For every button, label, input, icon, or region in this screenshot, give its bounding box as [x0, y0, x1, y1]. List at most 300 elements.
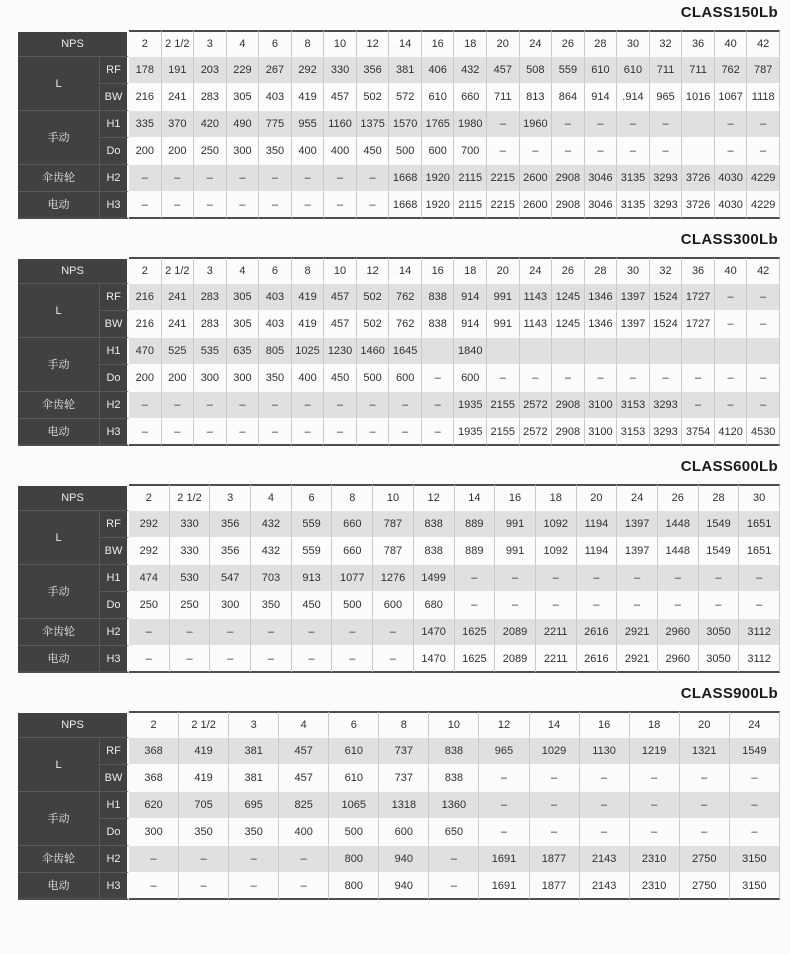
value-cell: 2616 — [577, 619, 618, 646]
value-cell: 2616 — [577, 646, 618, 673]
value-cell: 1960 — [520, 111, 553, 138]
value-cell: – — [194, 165, 227, 192]
value-cell: 3726 — [682, 165, 715, 192]
value-cell: 965 — [479, 738, 529, 765]
value-cell: 2908 — [552, 165, 585, 192]
value-cell: 703 — [251, 565, 292, 592]
value-cell: 2960 — [658, 646, 699, 673]
value-cell: 805 — [259, 338, 292, 365]
value-cell: – — [552, 138, 585, 165]
nps-size-header: 6 — [329, 711, 379, 738]
value-cell: 457 — [487, 57, 520, 84]
value-cell: 305 — [227, 84, 260, 111]
value-cell: – — [292, 192, 325, 219]
value-cell: 1727 — [682, 311, 715, 338]
value-cell: 838 — [414, 511, 455, 538]
row-sub-label: H2 — [100, 165, 129, 192]
nps-size-header: 4 — [279, 711, 329, 738]
value-cell: 400 — [324, 138, 357, 165]
row-sub-label: H2 — [100, 619, 129, 646]
row-group-label: 伞齿轮 — [18, 846, 100, 873]
nps-size-header: 14 — [530, 711, 580, 738]
class150-block — [18, 0, 780, 219]
nps-corner-label: NPS — [18, 257, 129, 284]
value-cell: 400 — [292, 365, 325, 392]
value-cell: 400 — [292, 138, 325, 165]
value-cell: 3112 — [739, 619, 780, 646]
data-row — [18, 565, 780, 592]
value-cell: – — [357, 419, 390, 446]
data-row — [18, 57, 780, 84]
value-cell: 432 — [251, 511, 292, 538]
value-cell: 350 — [251, 592, 292, 619]
value-cell: – — [699, 565, 740, 592]
value-cell: – — [577, 592, 618, 619]
value-cell: – — [520, 365, 553, 392]
row-group-label: 伞齿轮 — [18, 392, 100, 419]
value-cell: – — [422, 419, 455, 446]
value-cell: 1318 — [379, 792, 429, 819]
value-cell: 419 — [292, 284, 325, 311]
value-cell: – — [739, 592, 780, 619]
value-cell: 283 — [194, 284, 227, 311]
value-cell: 2572 — [520, 392, 553, 419]
value-cell: – — [630, 792, 680, 819]
row-group-label: L — [18, 738, 100, 792]
row-sub-label: H1 — [100, 565, 129, 592]
value-cell: – — [194, 192, 227, 219]
value-cell: 419 — [292, 84, 325, 111]
value-cell: 1194 — [577, 511, 618, 538]
data-row — [18, 84, 780, 111]
value-cell: – — [324, 165, 357, 192]
nps-size-header: 12 — [414, 484, 455, 511]
value-cell: 1980 — [454, 111, 487, 138]
value-cell: – — [373, 646, 414, 673]
data-row — [18, 765, 780, 792]
value-cell: 1025 — [292, 338, 325, 365]
value-cell: 457 — [279, 765, 329, 792]
row-sub-label: BW — [100, 84, 129, 111]
nps-header-row — [18, 257, 780, 284]
nps-size-header: 12 — [357, 257, 390, 284]
value-cell: 1570 — [389, 111, 422, 138]
value-cell: – — [357, 392, 390, 419]
nps-size-header: 24 — [730, 711, 780, 738]
value-cell: 381 — [229, 738, 279, 765]
row-group-label: 手动 — [18, 792, 100, 846]
nps-size-header: 2 — [129, 711, 179, 738]
nps-size-header: 6 — [259, 30, 292, 57]
nps-size-header: 6 — [259, 257, 292, 284]
nps-size-header: 2 1/2 — [162, 30, 195, 57]
value-cell: 335 — [129, 111, 162, 138]
value-cell: 825 — [279, 792, 329, 819]
value-cell: 191 — [162, 57, 195, 84]
value-cell: – — [259, 192, 292, 219]
value-cell: 1549 — [699, 511, 740, 538]
value-cell: 300 — [194, 365, 227, 392]
value-cell: – — [129, 646, 170, 673]
value-cell: 1397 — [617, 538, 658, 565]
value-cell: 838 — [422, 284, 455, 311]
value-cell: 1448 — [658, 538, 699, 565]
nps-size-header: 20 — [680, 711, 730, 738]
value-cell: 2600 — [520, 192, 553, 219]
data-row — [18, 873, 780, 900]
nps-size-header: 40 — [715, 30, 748, 57]
value-cell: 1470 — [414, 646, 455, 673]
value-cell: – — [520, 138, 553, 165]
row-group-label: 手动 — [18, 338, 100, 392]
value-cell: – — [682, 392, 715, 419]
row-sub-label: RF — [100, 738, 129, 765]
value-cell: 457 — [324, 311, 357, 338]
value-cell: – — [227, 419, 260, 446]
nps-size-header: 10 — [324, 257, 357, 284]
value-cell: 1143 — [520, 284, 553, 311]
value-cell: 1092 — [536, 511, 577, 538]
value-cell: – — [162, 165, 195, 192]
value-cell: – — [251, 619, 292, 646]
nps-size-header: 10 — [324, 30, 357, 57]
row-sub-label: Do — [100, 365, 129, 392]
nps-size-header: 32 — [650, 30, 683, 57]
value-cell: 1397 — [617, 311, 650, 338]
nps-size-header: 14 — [389, 257, 422, 284]
row-group-label: 电动 — [18, 646, 100, 673]
value-cell — [520, 338, 553, 365]
nps-size-header: 18 — [536, 484, 577, 511]
value-cell: 450 — [324, 365, 357, 392]
value-cell: 914 — [454, 284, 487, 311]
value-cell: 419 — [292, 311, 325, 338]
value-cell: 991 — [487, 311, 520, 338]
value-cell: – — [455, 565, 496, 592]
value-cell: 2155 — [487, 419, 520, 446]
nps-size-header: 3 — [210, 484, 251, 511]
value-cell: 178 — [129, 57, 162, 84]
value-cell: 305 — [227, 284, 260, 311]
value-cell: – — [552, 111, 585, 138]
value-cell: 1668 — [389, 192, 422, 219]
value-cell: 762 — [389, 311, 422, 338]
value-cell: 600 — [379, 819, 429, 846]
value-cell: 1877 — [530, 846, 580, 873]
value-cell: 787 — [747, 57, 780, 84]
value-cell: 3153 — [617, 419, 650, 446]
value-cell: 490 — [227, 111, 260, 138]
value-cell: 2115 — [454, 192, 487, 219]
value-cell: 292 — [129, 511, 170, 538]
value-cell: 3293 — [650, 419, 683, 446]
value-cell: 1397 — [617, 511, 658, 538]
nps-size-header: 16 — [495, 484, 536, 511]
nps-size-header: 24 — [520, 257, 553, 284]
spec-table-class300 — [18, 257, 780, 446]
value-cell: 419 — [179, 738, 229, 765]
row-sub-label: H2 — [100, 392, 129, 419]
row-sub-label: H3 — [100, 192, 129, 219]
value-cell: 762 — [389, 284, 422, 311]
row-sub-label: H3 — [100, 646, 129, 673]
value-cell: – — [357, 165, 390, 192]
value-cell: 813 — [520, 84, 553, 111]
data-row — [18, 392, 780, 419]
value-cell: 474 — [129, 565, 170, 592]
value-cell: – — [194, 392, 227, 419]
row-sub-label: RF — [100, 511, 129, 538]
data-row — [18, 819, 780, 846]
value-cell: 508 — [520, 57, 553, 84]
value-cell: – — [229, 873, 279, 900]
row-sub-label: Do — [100, 819, 129, 846]
value-cell: 1524 — [650, 284, 683, 311]
value-cell: 4229 — [747, 165, 780, 192]
value-cell: – — [227, 192, 260, 219]
value-cell: 229 — [227, 57, 260, 84]
data-row — [18, 338, 780, 365]
value-cell: – — [585, 365, 618, 392]
value-cell: 368 — [129, 738, 179, 765]
value-cell: 800 — [329, 846, 379, 873]
table-title: CLASS300Lb — [680, 231, 778, 248]
value-cell: – — [530, 819, 580, 846]
value-cell: 1143 — [520, 311, 553, 338]
value-cell: 737 — [379, 738, 429, 765]
value-cell: 2115 — [454, 165, 487, 192]
data-row — [18, 192, 780, 219]
value-cell: 620 — [129, 792, 179, 819]
value-cell: 610 — [617, 57, 650, 84]
value-cell: – — [630, 819, 680, 846]
value-cell: – — [530, 792, 580, 819]
value-cell: 2155 — [487, 392, 520, 419]
value-cell: 457 — [324, 84, 357, 111]
nps-size-header: 12 — [479, 711, 529, 738]
nps-size-header: 28 — [585, 257, 618, 284]
data-row — [18, 592, 780, 619]
value-cell: 838 — [414, 538, 455, 565]
data-row — [18, 511, 780, 538]
value-cell: 1092 — [536, 538, 577, 565]
value-cell: 368 — [129, 765, 179, 792]
value-cell: – — [170, 619, 211, 646]
value-cell: 838 — [429, 738, 479, 765]
value-cell: 2215 — [487, 192, 520, 219]
value-cell: 330 — [170, 538, 211, 565]
row-sub-label: H3 — [100, 419, 129, 446]
value-cell: – — [292, 419, 325, 446]
nps-size-header: 42 — [747, 30, 780, 57]
value-cell: 1668 — [389, 165, 422, 192]
nps-size-header: 2 — [129, 484, 170, 511]
value-cell: 559 — [552, 57, 585, 84]
value-cell: 1245 — [552, 311, 585, 338]
nps-corner-label: NPS — [18, 30, 129, 57]
value-cell: 3100 — [585, 392, 618, 419]
value-cell: 3050 — [699, 646, 740, 673]
value-cell: 1118 — [747, 84, 780, 111]
value-cell: 283 — [194, 84, 227, 111]
value-cell: 2143 — [580, 873, 630, 900]
value-cell: 500 — [389, 138, 422, 165]
value-cell: – — [324, 192, 357, 219]
value-cell: 1877 — [530, 873, 580, 900]
value-cell: 711 — [487, 84, 520, 111]
value-cell: 1651 — [739, 538, 780, 565]
value-cell: – — [552, 365, 585, 392]
value-cell — [715, 338, 748, 365]
value-cell: 403 — [259, 84, 292, 111]
value-cell: 2960 — [658, 619, 699, 646]
value-cell: – — [162, 192, 195, 219]
nps-size-header: 8 — [379, 711, 429, 738]
value-cell: 300 — [227, 365, 260, 392]
data-row — [18, 619, 780, 646]
value-cell: 610 — [585, 57, 618, 84]
value-cell: – — [747, 365, 780, 392]
class900-block — [18, 673, 780, 900]
value-cell — [552, 338, 585, 365]
value-cell — [422, 338, 455, 365]
value-cell: 559 — [292, 511, 333, 538]
value-cell: 250 — [194, 138, 227, 165]
value-cell — [617, 338, 650, 365]
value-cell: – — [715, 392, 748, 419]
value-cell: – — [715, 311, 748, 338]
value-cell: 241 — [162, 311, 195, 338]
value-cell: 300 — [129, 819, 179, 846]
value-cell: 241 — [162, 84, 195, 111]
value-cell: – — [585, 111, 618, 138]
value-cell: 4120 — [715, 419, 748, 446]
value-cell: – — [487, 111, 520, 138]
value-cell: – — [129, 192, 162, 219]
value-cell: – — [617, 111, 650, 138]
value-cell: – — [715, 111, 748, 138]
value-cell: 502 — [357, 284, 390, 311]
nps-size-header: 3 — [229, 711, 279, 738]
value-cell: – — [617, 592, 658, 619]
row-group-label: L — [18, 284, 100, 338]
value-cell: – — [715, 284, 748, 311]
row-sub-label: BW — [100, 311, 129, 338]
value-cell: 350 — [179, 819, 229, 846]
value-cell: 2215 — [487, 165, 520, 192]
value-cell: 2572 — [520, 419, 553, 446]
value-cell: 3050 — [699, 619, 740, 646]
value-cell: 1920 — [422, 165, 455, 192]
nps-size-header: 14 — [455, 484, 496, 511]
value-cell: 535 — [194, 338, 227, 365]
value-cell: – — [715, 138, 748, 165]
value-cell: 1645 — [389, 338, 422, 365]
value-cell: 1920 — [422, 192, 455, 219]
value-cell: 1245 — [552, 284, 585, 311]
value-cell: 1625 — [455, 646, 496, 673]
value-cell: 1499 — [414, 565, 455, 592]
value-cell: 787 — [373, 511, 414, 538]
nps-size-header: 10 — [373, 484, 414, 511]
row-sub-label: RF — [100, 57, 129, 84]
value-cell: – — [747, 311, 780, 338]
value-cell — [585, 338, 618, 365]
value-cell: 4530 — [747, 419, 780, 446]
value-cell: 1524 — [650, 311, 683, 338]
nps-size-header: 26 — [552, 30, 585, 57]
nps-size-header: 24 — [617, 484, 658, 511]
nps-size-header: 30 — [617, 30, 650, 57]
value-cell — [487, 338, 520, 365]
value-cell: 330 — [170, 511, 211, 538]
value-cell: 500 — [329, 819, 379, 846]
nps-size-header: 16 — [422, 30, 455, 57]
nps-size-header: 3 — [194, 257, 227, 284]
value-cell: – — [292, 646, 333, 673]
spec-table-class900 — [18, 711, 780, 900]
value-cell: 3153 — [617, 392, 650, 419]
value-cell: – — [580, 765, 630, 792]
value-cell: 470 — [129, 338, 162, 365]
value-cell: 216 — [129, 311, 162, 338]
value-cell: 3100 — [585, 419, 618, 446]
data-row — [18, 738, 780, 765]
nps-size-header: 3 — [194, 30, 227, 57]
value-cell: – — [332, 619, 373, 646]
data-row — [18, 365, 780, 392]
value-cell: 991 — [495, 511, 536, 538]
value-cell — [682, 138, 715, 165]
value-cell: 216 — [129, 284, 162, 311]
value-cell: – — [332, 646, 373, 673]
value-cell: 889 — [455, 538, 496, 565]
nps-size-header: 12 — [357, 30, 390, 57]
value-cell: – — [389, 392, 422, 419]
value-cell: 547 — [210, 565, 251, 592]
data-row — [18, 538, 780, 565]
value-cell: – — [292, 165, 325, 192]
nps-size-header: 42 — [747, 257, 780, 284]
value-cell: 432 — [251, 538, 292, 565]
value-cell: 250 — [129, 592, 170, 619]
nps-size-header: 26 — [658, 484, 699, 511]
value-cell: 737 — [379, 765, 429, 792]
value-cell: – — [580, 819, 630, 846]
data-row — [18, 646, 780, 673]
value-cell: 940 — [379, 846, 429, 873]
nps-size-header: 28 — [585, 30, 618, 57]
row-sub-label: H1 — [100, 792, 129, 819]
value-cell: 940 — [379, 873, 429, 900]
value-cell: 1691 — [479, 846, 529, 873]
value-cell: – — [617, 565, 658, 592]
value-cell: 2750 — [680, 873, 730, 900]
value-cell: 1460 — [357, 338, 390, 365]
value-cell: 530 — [170, 565, 211, 592]
nps-header-row — [18, 484, 780, 511]
nps-corner-label: NPS — [18, 711, 129, 738]
nps-size-header: 36 — [682, 30, 715, 57]
value-cell: 572 — [389, 84, 422, 111]
value-cell: – — [129, 873, 179, 900]
nps-size-header: 26 — [552, 257, 585, 284]
value-cell: 200 — [129, 138, 162, 165]
value-cell: – — [129, 392, 162, 419]
nps-size-header: 2 1/2 — [170, 484, 211, 511]
nps-size-header: 20 — [577, 484, 618, 511]
value-cell: 1160 — [324, 111, 357, 138]
